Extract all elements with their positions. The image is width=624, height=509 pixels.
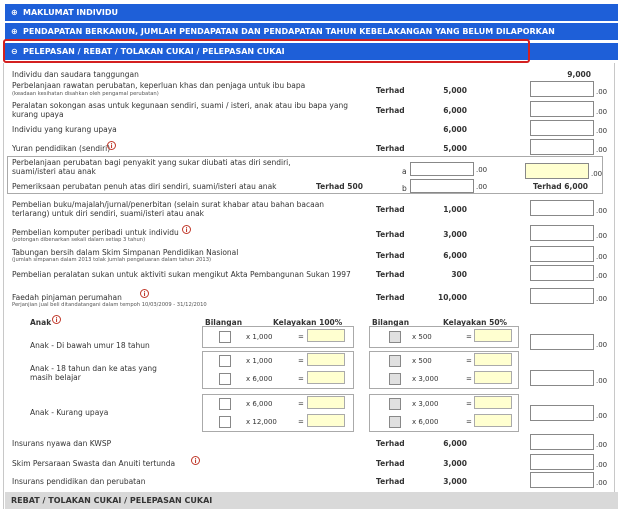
sspn-input[interactable] — [530, 246, 594, 262]
anak3-count100b[interactable] — [219, 416, 231, 428]
komputer-limit: Terhad — [376, 230, 405, 239]
insurans-pend-label: Insurans pendidikan dan perubatan — [12, 477, 146, 486]
sukan-limit: Terhad — [376, 270, 405, 279]
perubatan-b-label: Pemeriksaan perubatan penuh atas diri sendiri, suami/isteri atau anak — [12, 182, 277, 191]
sukan-input[interactable] — [530, 265, 594, 281]
insurans-label: Insurans nyawa dan KWSP — [12, 439, 112, 448]
sspn-limit: Terhad — [376, 251, 405, 260]
perubatan-b-dec: .00 — [476, 183, 488, 191]
info-icon[interactable]: i — [191, 456, 200, 465]
anak3-label: Anak - Kurang upaya — [30, 408, 109, 417]
anak3-result50a — [474, 396, 512, 409]
insurans-pend-dec: .00 — [596, 479, 608, 487]
insurans-amount: 6,000 — [443, 439, 467, 448]
rawatan-input[interactable] — [530, 81, 594, 97]
buku-label: Pembelian buku/majalah/jurnal/penerbitan (selain surat khabar atau bahan bacaan terlarang) untuk diri sendiri, suami/isteri atau anak — [12, 200, 325, 218]
kurang-upaya-label: Individu yang kurang upaya — [12, 125, 117, 134]
buku-dec: .00 — [596, 207, 608, 215]
anak2-count50b[interactable] — [389, 373, 401, 385]
peralatan-dec: .00 — [596, 108, 608, 116]
anak1-dec: .00 — [596, 341, 608, 349]
anak3-count100a[interactable] — [219, 398, 231, 410]
anak2-result100a — [307, 353, 345, 366]
anak2-input[interactable] — [530, 370, 594, 386]
komputer-input[interactable] — [530, 225, 594, 241]
sspn-note: (jumlah simpanan dalam 2013 tolak jumlah pengeluaran dalam tahun 2013) — [12, 257, 212, 263]
insurans-pend-limit: Terhad — [376, 477, 405, 486]
yuran-dec: .00 — [596, 146, 608, 154]
anak1-count100[interactable] — [219, 331, 231, 343]
eq-sign: = — [466, 418, 472, 426]
eq-sign: = — [298, 333, 304, 341]
komputer-dec: .00 — [596, 232, 608, 240]
yuran-limit: Terhad — [376, 144, 405, 153]
perubatan-b-letter: b — [402, 184, 407, 193]
faedah-limit: Terhad — [376, 293, 405, 302]
perubatan-a-input[interactable] — [410, 162, 474, 176]
sukan-label: Pembelian peralatan sukan untuk aktiviti sukan mengikut Akta Pembangunan Sukan 1997 — [12, 270, 351, 279]
anak3-result100b — [307, 414, 345, 427]
section-maklumat-individu[interactable] — [5, 4, 618, 21]
anak3-count50b[interactable] — [389, 416, 401, 428]
skim-input[interactable] — [530, 454, 594, 470]
info-icon[interactable]: i — [140, 289, 149, 298]
sukan-amount: 300 — [451, 270, 467, 279]
perubatan-a-dec: .00 — [476, 166, 488, 174]
rawatan-amount: 5,000 — [443, 86, 467, 95]
eq-sign: = — [298, 418, 304, 426]
anak3-mult50b: x 6,000 — [412, 418, 439, 426]
anak3-mult50a: x 3,000 — [412, 400, 439, 408]
peralatan-amount: 6,000 — [443, 106, 467, 115]
perubatan-b-limit: Terhad 500 — [316, 182, 363, 191]
anak3-result50b — [474, 414, 512, 427]
info-icon[interactable]: i — [182, 225, 191, 234]
skim-amount: 3,000 — [443, 459, 467, 468]
anak1-mult100: x 1,000 — [246, 333, 273, 341]
buku-input[interactable] — [530, 200, 594, 216]
anak2-result50b — [474, 371, 512, 384]
eq-sign: = — [466, 400, 472, 408]
section-title: PENDAPATAN BERKANUN, JUMLAH PENDAPATAN DAN PENDAPATAN TAHUN KEBELAKANGAN YANG BELUM DILAPORKAN — [23, 27, 555, 36]
anak2-label: Anak - 18 tahun dan ke atas yang masih belajar — [30, 364, 157, 382]
section-title: PELEPASAN / REBAT / TOLAKAN CUKAI / PELEPASAN CUKAI — [23, 47, 285, 56]
kurang-upaya-input[interactable] — [530, 120, 594, 136]
faedah-dec: .00 — [596, 295, 608, 303]
insurans-pend-input[interactable] — [530, 472, 594, 488]
buku-amount: 1,000 — [443, 205, 467, 214]
anak2-count100b[interactable] — [219, 373, 231, 385]
eq-sign: = — [298, 357, 304, 365]
anak2-count100a[interactable] — [219, 355, 231, 367]
peralatan-limit: Terhad — [376, 106, 405, 115]
anak1-count50[interactable] — [389, 331, 401, 343]
perubatan-a-letter: a — [402, 167, 407, 176]
peralatan-label: Peralatan sokongan asas untuk kegunaan sendiri, suami / isteri, anak atau ibu bapa yang kurang upaya — [12, 101, 348, 119]
anak2-mult100a: x 1,000 — [246, 357, 273, 365]
peralatan-input[interactable] — [530, 101, 594, 117]
highlight-box — [3, 39, 530, 63]
anak1-input[interactable] — [530, 334, 594, 350]
anak1-label: Anak - Di bawah umur 18 tahun — [30, 341, 150, 350]
anak1-mult50: x 500 — [412, 333, 432, 341]
sukan-dec: .00 — [596, 272, 608, 280]
anak2-result100b — [307, 371, 345, 384]
minus-icon: ⊖ — [11, 47, 18, 56]
faedah-note: Perjanjian jual beli ditandatangani dalam tempoh 10/03/2009 - 31/12/2010 — [12, 302, 207, 308]
anak3-dec: .00 — [596, 412, 608, 420]
plus-icon: ⊕ — [11, 8, 18, 17]
info-icon[interactable]: i — [52, 315, 61, 324]
faedah-label: Faedah pinjaman perumahan — [12, 293, 122, 302]
anak3-mult100b: x 12,000 — [246, 418, 277, 426]
eq-sign: = — [466, 375, 472, 383]
anak2-result50a — [474, 353, 512, 366]
eq-sign: = — [466, 333, 472, 341]
yuran-input[interactable] — [530, 139, 594, 155]
eq-sign: = — [298, 375, 304, 383]
perubatan-total-dec: .00 — [591, 170, 603, 178]
rawatan-limit: Terhad — [376, 86, 405, 95]
individu-value: 9,000 — [567, 70, 591, 79]
perubatan-b-input[interactable] — [410, 179, 474, 193]
bilangan-header: Bilangan — [205, 318, 243, 327]
kurang-upaya-amount: 6,000 — [443, 125, 467, 134]
perubatan-a-label: Perbelanjaan perubatan bagi penyakit yang sukar diubati atas diri sendiri, suami/isteri atau anak — [12, 158, 291, 176]
anak3-count50a[interactable] — [389, 398, 401, 410]
anak1-result50 — [474, 329, 512, 342]
anak-title: Anak — [30, 318, 52, 327]
rawatan-label: Perbelanjaan rawatan perubatan, keperluan khas dan penjaga untuk ibu bapa — [12, 81, 306, 90]
insurans-dec: .00 — [596, 441, 608, 449]
komputer-note: (potongan dibenarkan sekali dalam setiap 3 tahun) — [12, 237, 146, 243]
kurang-upaya-dec: .00 — [596, 127, 608, 135]
anak3-input[interactable] — [530, 405, 594, 421]
perubatan-total-limit: Terhad 6,000 — [533, 182, 589, 191]
komputer-amount: 3,000 — [443, 230, 467, 239]
yuran-label: Yuran pendidikan (sendiri) — [12, 144, 111, 153]
insurans-limit: Terhad — [376, 439, 405, 448]
perubatan-total-input[interactable] — [525, 163, 589, 179]
info-icon[interactable]: i — [107, 141, 116, 150]
section-title: REBAT / TOLAKAN CUKAI / PELEPASAN CUKAI — [11, 496, 213, 505]
sspn-dec: .00 — [596, 253, 608, 261]
anak2-mult100b: x 6,000 — [246, 375, 273, 383]
sspn-label: Tabungan bersih dalam Skim Simpanan Pendidikan Nasional — [12, 248, 239, 257]
rawatan-note: (keadaan kesihatan disahkan oleh pengamal perubatan) — [12, 91, 159, 97]
eq-sign: = — [298, 400, 304, 408]
rawatan-dec: .00 — [596, 88, 608, 96]
skim-label: Skim Persaraan Swasta dan Anuiti tertunda — [12, 459, 176, 468]
insurans-pend-amount: 3,000 — [443, 477, 467, 486]
anak2-mult50a: x 500 — [412, 357, 432, 365]
anak2-dec: .00 — [596, 377, 608, 385]
bilangan50-header: Bilangan — [372, 318, 410, 327]
insurans-input[interactable] — [530, 434, 594, 450]
yuran-amount: 5,000 — [443, 144, 467, 153]
section-pendapatan[interactable] — [5, 23, 618, 40]
anak3-result100a — [307, 396, 345, 409]
section-title: MAKLUMAT INDIVIDU — [23, 8, 119, 17]
anak3-mult100a: x 6,000 — [246, 400, 273, 408]
skim-dec: .00 — [596, 461, 608, 469]
buku-limit: Terhad — [376, 205, 405, 214]
kelayakan50-header: Kelayakan 50% — [443, 318, 508, 327]
section-rebat[interactable] — [5, 492, 618, 509]
anak2-mult50b: x 3,000 — [412, 375, 439, 383]
plus-icon: ⊕ — [11, 27, 18, 36]
skim-limit: Terhad — [376, 459, 405, 468]
individu-label: Individu dan saudara tanggungan — [12, 70, 139, 79]
kelayakan100-header: Kelayakan 100% — [273, 318, 343, 327]
anak1-result100 — [307, 329, 345, 342]
faedah-amount: 10,000 — [438, 293, 467, 302]
eq-sign: = — [466, 357, 472, 365]
komputer-label: Pembelian komputer peribadi untuk individu — [12, 228, 179, 237]
sspn-amount: 6,000 — [443, 251, 467, 260]
faedah-input[interactable] — [530, 288, 594, 304]
anak2-count50a[interactable] — [389, 355, 401, 367]
